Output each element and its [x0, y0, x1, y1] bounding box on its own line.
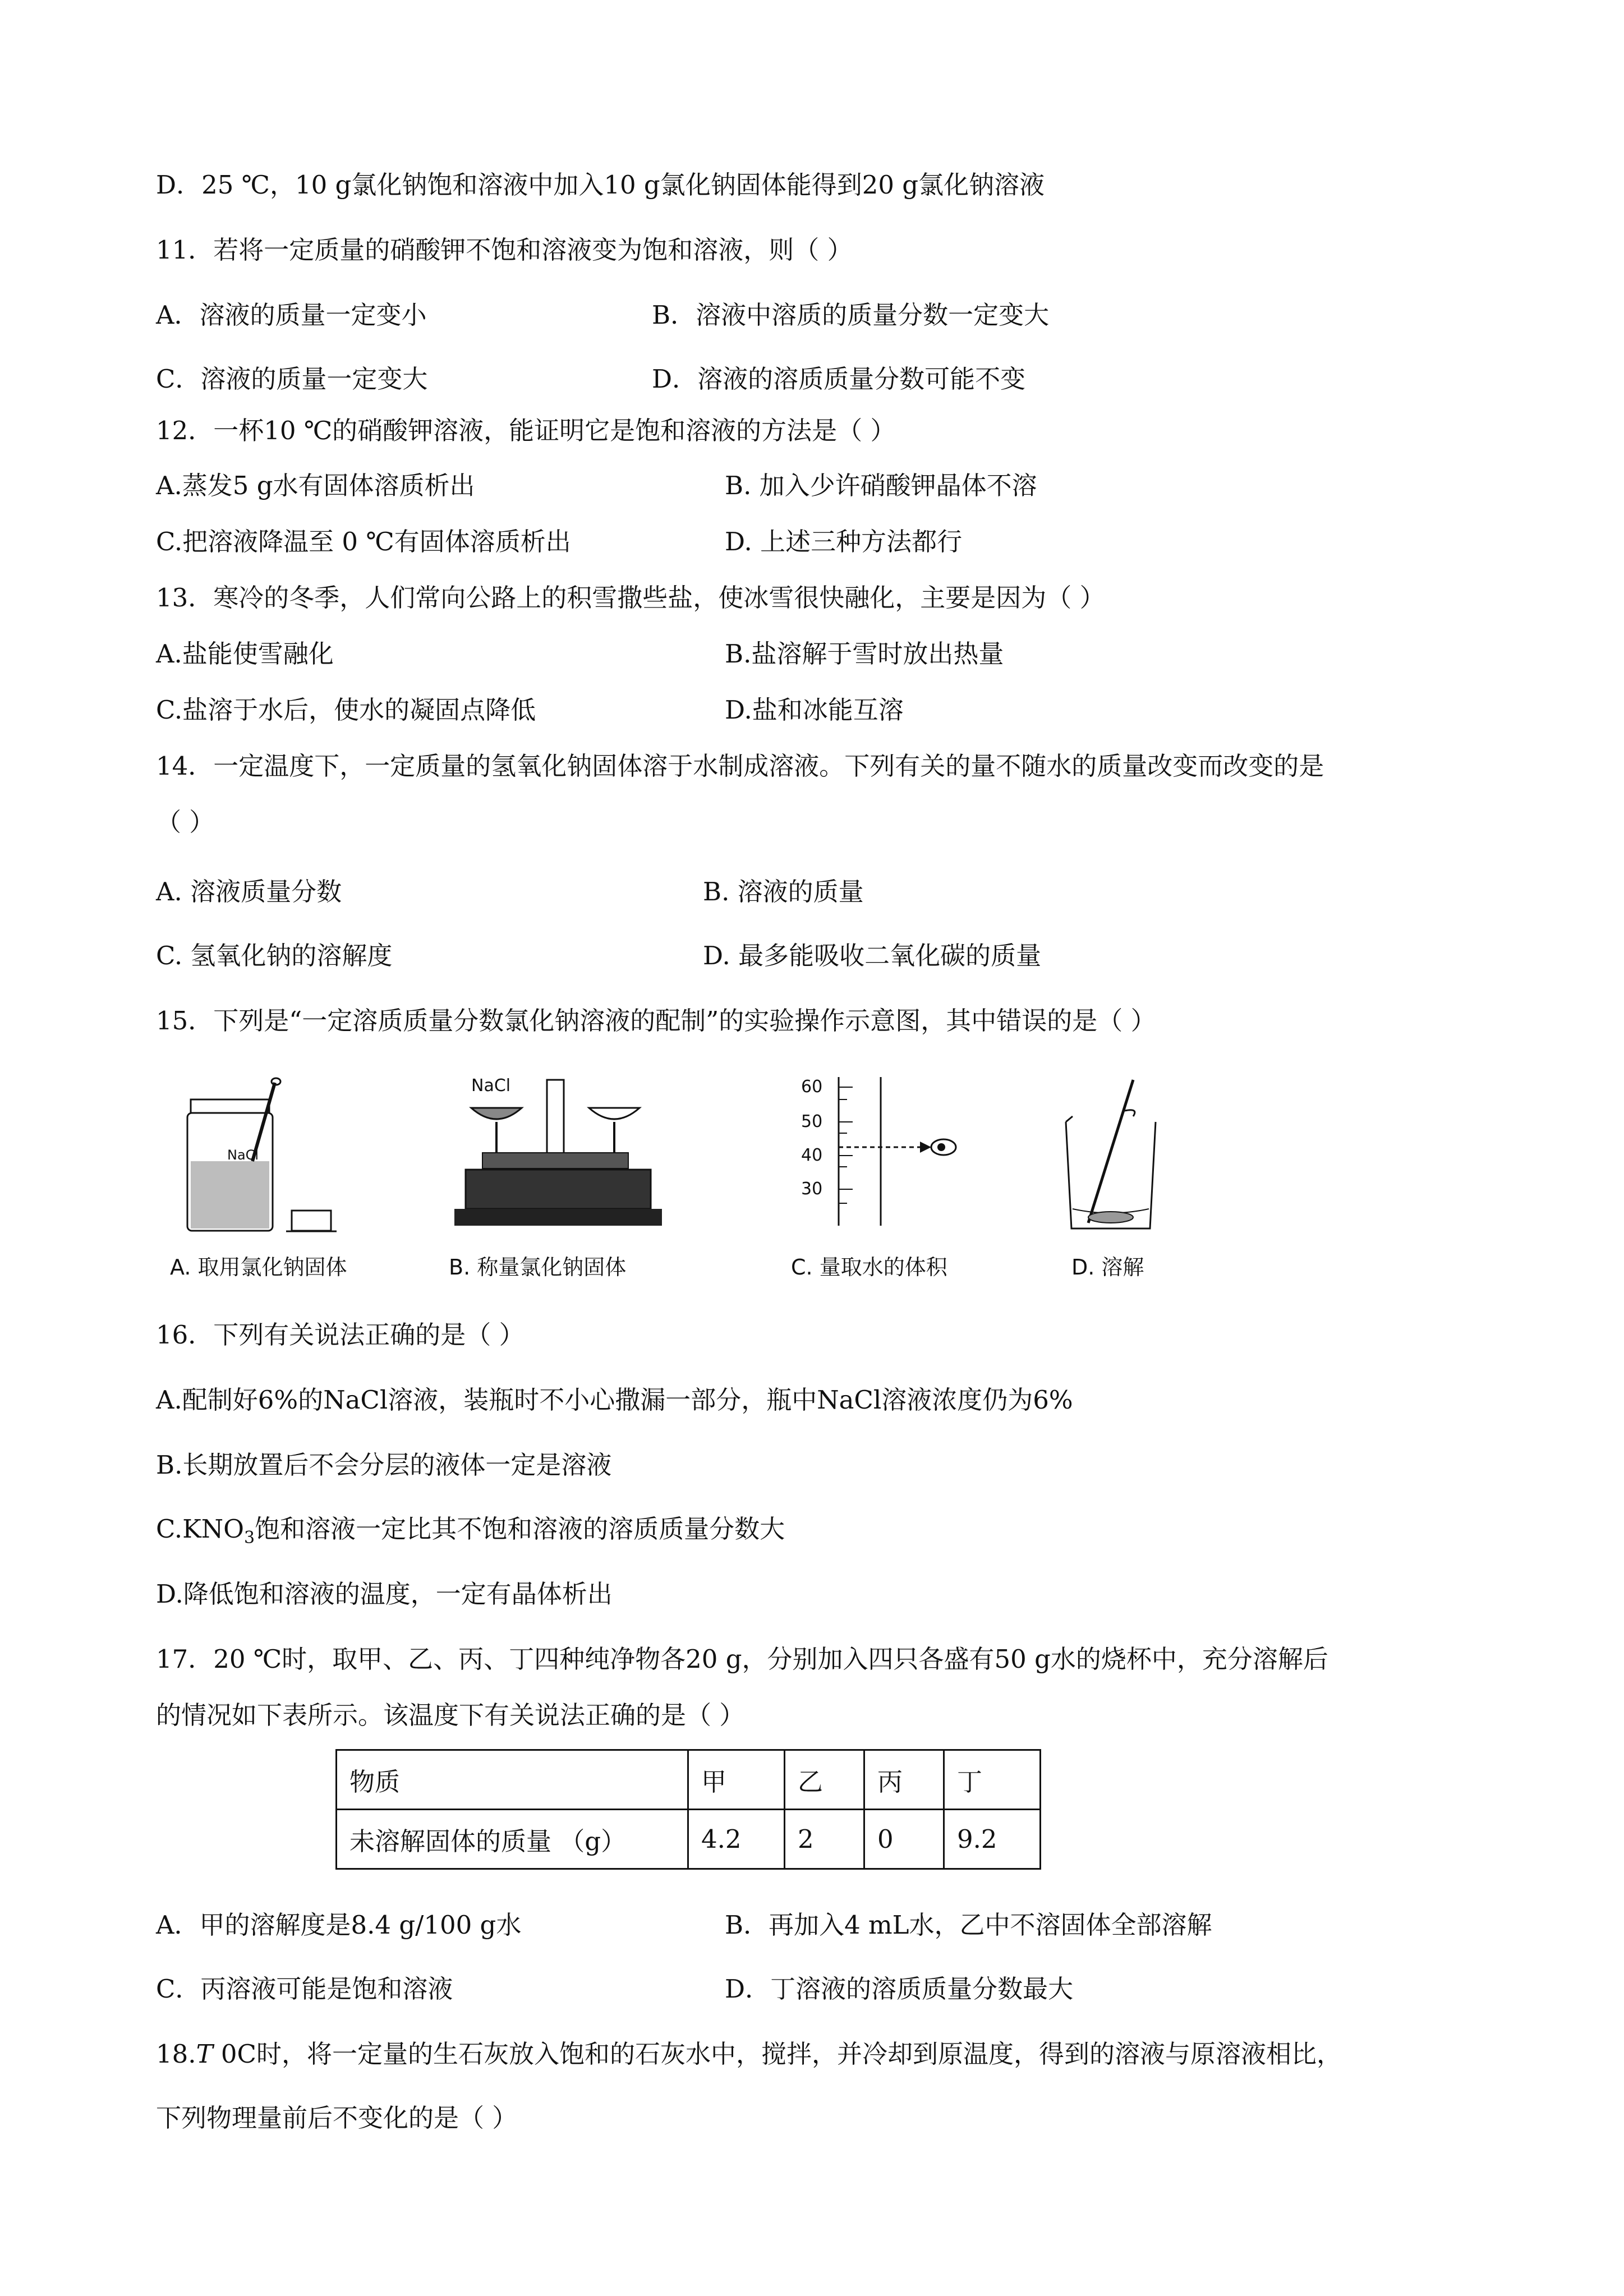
table-row	[337, 1810, 1041, 1869]
q17-stem-cont: 的情况如下表所示。该温度下有关说法正确的是（ ）	[156, 1700, 745, 1730]
fig-caption-c: C. 量取水的体积	[791, 1255, 947, 1280]
q14-stem: 14．一定温度下，一定质量的氢氧化钠固体溶于水制成溶液。下列有关的量不随水的质量改变而改变的是	[156, 751, 1324, 781]
q11-option-a: A．溶液的质量一定变小	[156, 300, 427, 330]
q17-option-b: B．再加入4 mL水，乙中不溶固体全部溶解	[725, 1910, 1212, 1940]
q16-option-b: B.长期放置后不会分层的液体一定是溶液	[156, 1450, 612, 1480]
q11-option-b: B．溶液中溶质的质量分数一定变大	[652, 300, 1050, 330]
table-cell: 0	[864, 1810, 944, 1869]
table-cell: 4.2	[688, 1810, 785, 1869]
jar-label: NaCl	[227, 1147, 259, 1163]
q14-option-a: A. 溶液质量分数	[156, 877, 342, 907]
q16-stem: 16．下列有关说法正确的是（ ）	[156, 1320, 525, 1350]
table-header-cell: 物质	[337, 1750, 688, 1810]
q12-option-b: B. 加入少许硝酸钾晶体不溶	[725, 471, 1037, 500]
table-header-cell: 丙	[864, 1750, 944, 1810]
q14-option-b: B. 溶液的质量	[703, 877, 864, 907]
cyl-tick-40: 40	[801, 1145, 823, 1165]
fig-caption-b: B. 称量氯化钠固体	[449, 1255, 627, 1280]
q14-stem-cont: （ ）	[156, 807, 215, 837]
q13-option-a: A.盐能使雪融化	[156, 639, 334, 669]
table-cell: 2	[785, 1810, 864, 1869]
q17-data-table	[335, 1749, 1041, 1870]
q14-option-d: D. 最多能吸收二氧化碳的质量	[703, 941, 1042, 970]
q16-option-a: A.配制好6%的NaCl溶液，装瓶时不小心撒漏一部分，瓶中NaCl溶液浓度仍为6%	[156, 1385, 1073, 1415]
table-header-cell: 乙	[785, 1750, 864, 1810]
q13-option-b: B.盐溶解于雪时放出热量	[725, 639, 1004, 669]
q12-stem: 12．一杯10 ℃的硝酸钾溶液，能证明它是饱和溶液的方法是（ ）	[156, 416, 896, 445]
balance-label: NaCl	[471, 1076, 511, 1096]
q17-stem: 17．20 ℃时，取甲、乙、丙、丁四种纯净物各20 g，分别加入四只各盛有50 g水的烧杯中，充分溶解后	[156, 1644, 1328, 1674]
table-cell: 未溶解固体的质量 （g）	[337, 1810, 688, 1869]
q17-option-d: D．丁溶液的溶质质量分数最大	[725, 1974, 1074, 2004]
q18-stem: 18.T 0C时，将一定量的生石灰放入饱和的石灰水中，搅拌，并冷却到原温度，得到的溶液与原溶液相比，	[156, 2039, 1342, 2069]
fig-caption-d: D. 溶解	[1071, 1255, 1144, 1280]
cyl-tick-30: 30	[801, 1179, 823, 1199]
q18-stem-cont: 下列物理量前后不变化的是（ ）	[156, 2103, 518, 2133]
beaker-with-rod-illustration	[1055, 1077, 1167, 1234]
q12-option-c: C.把溶液降温至 0 ℃有固体溶质析出	[156, 527, 571, 556]
q17-option-c: C．丙溶液可能是饱和溶液	[156, 1974, 453, 2004]
q12-option-d: D. 上述三种方法都行	[725, 527, 963, 556]
table-header-cell: 丁	[944, 1750, 1041, 1810]
table-cell: 9.2	[944, 1810, 1041, 1869]
fig-caption-a: A. 取用氯化钠固体	[170, 1255, 347, 1280]
q16-option-c: $C.KNO_3$饱和溶液一定比其不饱和溶液的溶质质量分数大	[156, 1514, 785, 1548]
graduated-cylinder-illustration	[797, 1077, 987, 1228]
q10-option-d: D．25 ℃，10 g氯化钠饱和溶液中加入10 g氯化钠固体能得到20 g氯化钠溶液	[156, 170, 1045, 200]
table-row	[337, 1750, 1041, 1810]
q13-option-d: D.盐和冰能互溶	[725, 695, 904, 725]
q13-option-c: C.盐溶于水后，使水的凝固点降低	[156, 695, 536, 725]
table-header-cell: 甲	[688, 1750, 785, 1810]
q11-option-d: D．溶液的溶质质量分数可能不变	[652, 364, 1026, 394]
cyl-tick-60: 60	[801, 1077, 823, 1097]
q14-option-c: C. 氢氧化钠的溶解度	[156, 941, 393, 970]
q17-option-a: A．甲的溶解度是8.4 g/100 g水	[156, 1910, 522, 1940]
cyl-tick-50: 50	[801, 1112, 823, 1131]
q16-option-d: D.降低饱和溶液的温度，一定有晶体析出	[156, 1579, 613, 1609]
q15-stem: 15．下列是“一定溶质质量分数氯化钠溶液的配制”的实验操作示意图，其中错误的是（ ）	[156, 1006, 1156, 1036]
q13-stem: 13．寒冷的冬季，人们常向公路上的积雪撒些盐，使冰雪很快融化，主要是因为（ ）	[156, 583, 1105, 613]
q12-option-a: A.蒸发5 g水有固体溶质析出	[156, 471, 475, 500]
q11-stem: 11．若将一定质量的硝酸钾不饱和溶液变为饱和溶液，则（ ）	[156, 235, 853, 265]
jar-with-spoon-illustration	[185, 1077, 353, 1237]
q11-option-c: C．溶液的质量一定变大	[156, 364, 428, 394]
